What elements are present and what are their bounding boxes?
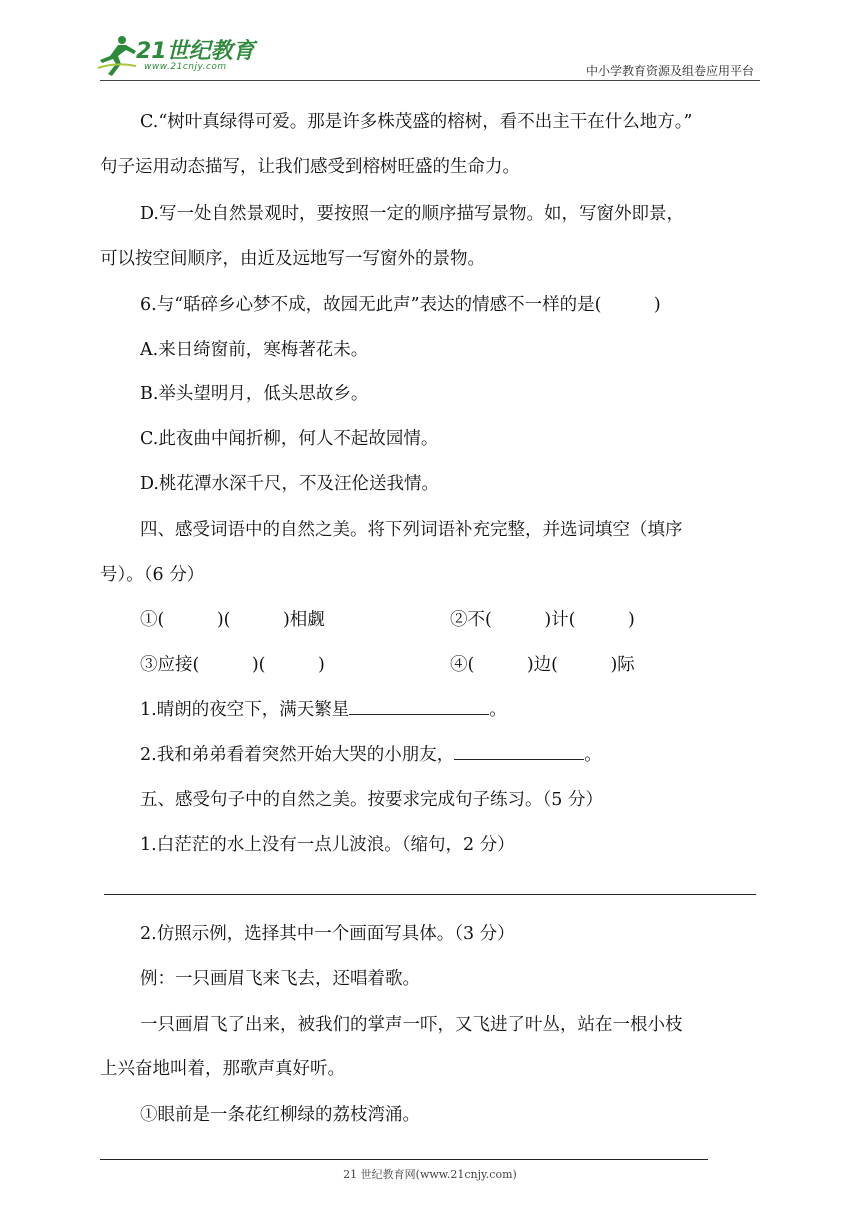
question-6-option-d: D.桃花潭水深千尺，不及汪伦送我情。 (140, 474, 439, 494)
question-6: 6.与“聒碎乡心梦不成，故园无此声”表达的情感不一样的是( ) (140, 295, 661, 315)
option-d-line-1: D.写一处自然景观时，要按照一定的顺序描写景物。如，写窗外即景， (140, 204, 684, 224)
logo (96, 34, 266, 80)
header-divider (100, 80, 760, 81)
fill-question-2-text: 2.我和弟弟看着突然开始大哭的小朋友， (140, 745, 455, 765)
word-item-3: ③应接( )( ) (140, 655, 325, 675)
practice-item-1: ①眼前是一条花红柳绿的荔枝湾涌。 (140, 1105, 420, 1125)
question-6-option-a: A.来日绮窗前，寒梅著花未。 (140, 340, 369, 360)
logo-url: www.21cnjy.com (144, 62, 227, 72)
option-c-line-1: C.“树叶真绿得可爱。那是许多株茂盛的榕树，看不出主干在什么地方。” (140, 112, 693, 132)
section-5-question-1: 1.白茫茫的水上没有一点儿波浪。（缩句，2 分） (140, 835, 515, 855)
section-5-question-2: 2.仿照示例，选择其中一个画面写具体。（3 分） (140, 924, 515, 944)
section-5-heading: 五、感受句子中的自然之美。按要求完成句子练习。（5 分） (140, 790, 603, 810)
example-expanded-line-1: 一只画眉飞了出来，被我们的掌声一吓，又飞进了叶丛，站在一根小枝 (140, 1015, 683, 1035)
section-4-heading-line-2: 号）。（6 分） (100, 565, 205, 585)
question-6-option-b: B.举头望明月，低头思故乡。 (140, 384, 369, 404)
example-sentence: 例：一只画眉飞来飞去，还唱着歌。 (140, 969, 420, 989)
fill-question-2 (140, 741, 602, 766)
example-expanded-line-2: 上兴奋地叫着，那歌声真好听。 (100, 1059, 345, 1079)
question-6-option-c: C.此夜曲中闻折柳，何人不起故园情。 (140, 429, 439, 449)
logo-text: 21世纪教育 (136, 39, 255, 64)
fill-question-1 (140, 696, 507, 721)
fill-question-1-end: 。 (489, 700, 507, 720)
fill-question-2-end: 。 (584, 745, 602, 765)
fill-blank-1[interactable] (349, 698, 489, 715)
fill-blank-2[interactable] (454, 743, 584, 760)
option-d-line-2: 可以按空间顺序，由近及远地写一写窗外的景物。 (100, 249, 485, 269)
page-header (0, 0, 860, 90)
page-footer: 21 世纪教育网(www.21cnjy.com) (343, 1168, 517, 1181)
section-4-heading-line-1: 四、感受词语中的自然之美。将下列词语补充完整，并选词填空（填序 (140, 520, 683, 540)
option-c-line-2: 句子运用动态描写，让我们感受到榕树旺盛的生命力。 (100, 157, 520, 177)
word-item-2: ②不( )计( ) (450, 610, 635, 630)
fill-question-1-text: 1.晴朗的夜空下，满天繁星 (140, 700, 350, 720)
word-item-1: ①( )( )相觑 (140, 610, 325, 630)
answer-line[interactable] (104, 894, 756, 895)
header-site-name: 中小学教育资源及组卷应用平台 (585, 64, 754, 78)
word-item-4: ④( )边( )际 (450, 655, 635, 675)
runner-logo-icon (96, 34, 138, 78)
footer-divider (100, 1159, 708, 1160)
